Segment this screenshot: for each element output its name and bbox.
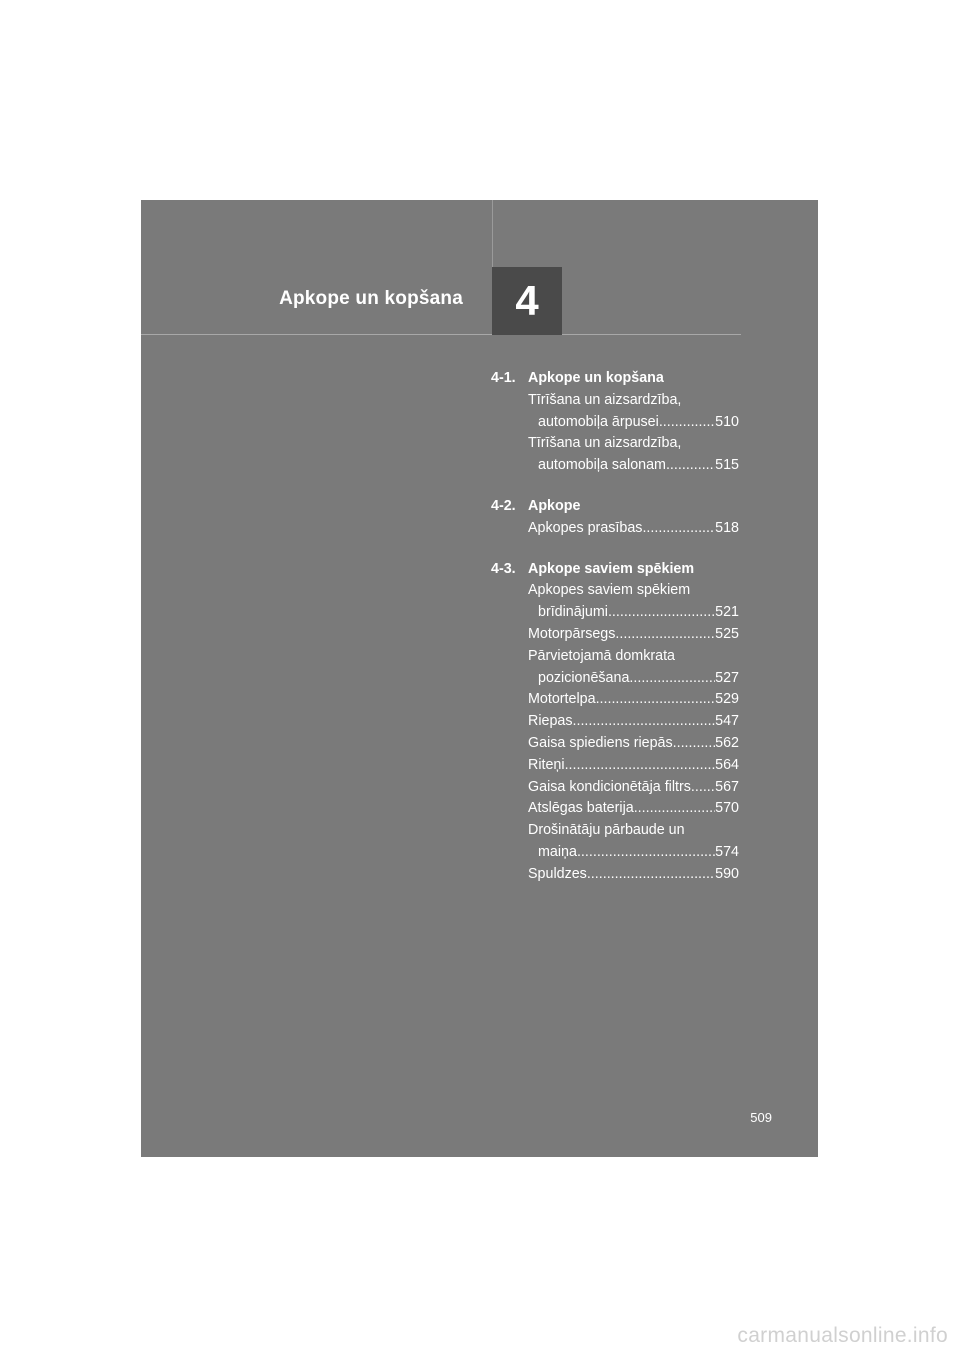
toc-entry[interactable] [528,864,739,886]
toc-entry-page: 515 [715,457,739,474]
toc-entry-text: Apkopes saviem spēkiem [528,582,691,599]
toc-entry-text: Tīrīšana un aizsardzība, [528,391,682,408]
toc-entry-line [528,711,739,733]
header-vertical-divider [492,200,493,267]
toc-section-heading[interactable] [491,496,739,518]
toc-section-heading[interactable] [491,368,739,390]
toc-entry-page: 564 [715,756,739,773]
chapter-divider-page [141,200,818,1157]
toc-entry-text: automobiļa ārpusei [538,413,659,430]
toc-entry-text: Gaisa kondicionētāja filtrs [528,778,691,795]
toc-entry-text: Pārvietojamā domkrata [528,647,676,664]
toc-entry-line [528,755,739,777]
toc-entry-page: 562 [715,734,739,751]
toc-entry-line [528,455,739,477]
toc-entry-line [528,433,739,455]
toc-entry-page: 567 [715,778,739,795]
toc-entry-page: 527 [715,669,739,686]
toc-leader-dots [615,624,715,646]
toc-entry-line [528,646,739,668]
toc-leader-dots [642,518,715,540]
toc-leader-dots [629,668,715,690]
toc-entry-text: maiņa [538,843,577,860]
toc-entry-page: 574 [715,843,739,860]
toc-entry[interactable] [528,711,739,733]
toc-entry[interactable] [528,518,739,540]
toc-leader-dots [573,711,716,733]
toc-entry[interactable] [528,820,739,864]
table-of-contents [491,368,739,905]
toc-entry[interactable] [528,580,739,624]
toc-entry-text: Drošinātāju pārbaude un [528,822,685,839]
toc-entry-line [528,580,739,602]
toc-entry[interactable] [528,390,739,434]
toc-entry-page: 547 [715,713,739,730]
toc-entry-text: pozicionēšana [538,669,630,686]
toc-entry-page: 525 [715,625,739,642]
toc-leader-dots [666,455,715,477]
toc-entry-line [528,390,739,412]
page-number: 509 [750,1110,772,1125]
toc-entry-text: Riepas [528,713,573,730]
toc-entry-text: Apkopes prasības [528,519,643,536]
toc-entry-line [528,518,739,540]
toc-entry[interactable] [528,646,739,690]
toc-entry-text: automobiļa salonam [538,457,666,474]
toc-entry[interactable] [528,755,739,777]
toc-leader-dots [608,602,715,624]
toc-entry-page: 518 [715,519,739,536]
toc-entry-text: Riteņi [528,756,565,773]
toc-entry-line [528,689,739,711]
watermark: carmanualsonline.info [737,1324,948,1347]
toc-leader-dots [691,777,715,799]
toc-entry-text: Atslēgas baterija [528,800,634,817]
toc-section-title: Apkope [528,497,581,514]
toc-section-title: Apkope saviem spēkiem [528,560,695,577]
toc-leader-dots [587,864,715,886]
toc-entry[interactable] [528,624,739,646]
toc-entry-line [528,733,739,755]
toc-section-title: Apkope un kopšana [528,370,664,386]
toc-entry-page: 510 [715,413,739,430]
toc-entry-text: Spuldzes [528,865,587,882]
toc-entry-page: 521 [715,604,739,621]
toc-leader-dots [577,842,715,864]
toc-entry-line [528,412,739,434]
toc-entry[interactable] [528,733,739,755]
toc-leader-dots [634,798,715,820]
toc-section [491,368,739,477]
toc-leader-dots [565,755,716,777]
toc-entry-line [528,668,739,690]
toc-entry-page: 570 [715,800,739,817]
toc-entry-line [528,624,739,646]
toc-entry[interactable] [528,777,739,799]
toc-entry-text: Motorpārsegs [528,625,616,642]
toc-section [491,559,739,886]
toc-entry-text: brīdinājumi [538,604,608,621]
toc-entry-page: 590 [715,865,739,882]
toc-entry-line [528,602,739,624]
toc-entry-text: Gaisa spiediens riepās [528,734,673,751]
toc-entry-line [528,777,739,799]
toc-section-number: 4-2. [491,497,516,514]
chapter-title: Apkope un kopšana [279,288,463,309]
toc-section-heading[interactable] [491,559,739,581]
chapter-number-badge: 4 [492,267,562,335]
toc-entry-line [528,798,739,820]
toc-leader-dots [596,689,716,711]
toc-section [491,496,739,540]
toc-entry[interactable] [528,689,739,711]
toc-section-number: 4-3. [491,560,516,577]
toc-entry-line [528,842,739,864]
toc-entry[interactable] [528,798,739,820]
toc-entry-line [528,864,739,886]
toc-entry-text: Motortelpa [528,691,596,708]
toc-leader-dots [673,733,716,755]
toc-entry-line [528,820,739,842]
toc-entry[interactable] [528,433,739,477]
toc-entry-text: Tīrīšana un aizsardzība, [528,435,682,452]
header-horizontal-divider [141,334,741,335]
toc-leader-dots [659,412,715,434]
toc-section-number: 4-1. [491,370,516,386]
toc-entry-page: 529 [715,691,739,708]
